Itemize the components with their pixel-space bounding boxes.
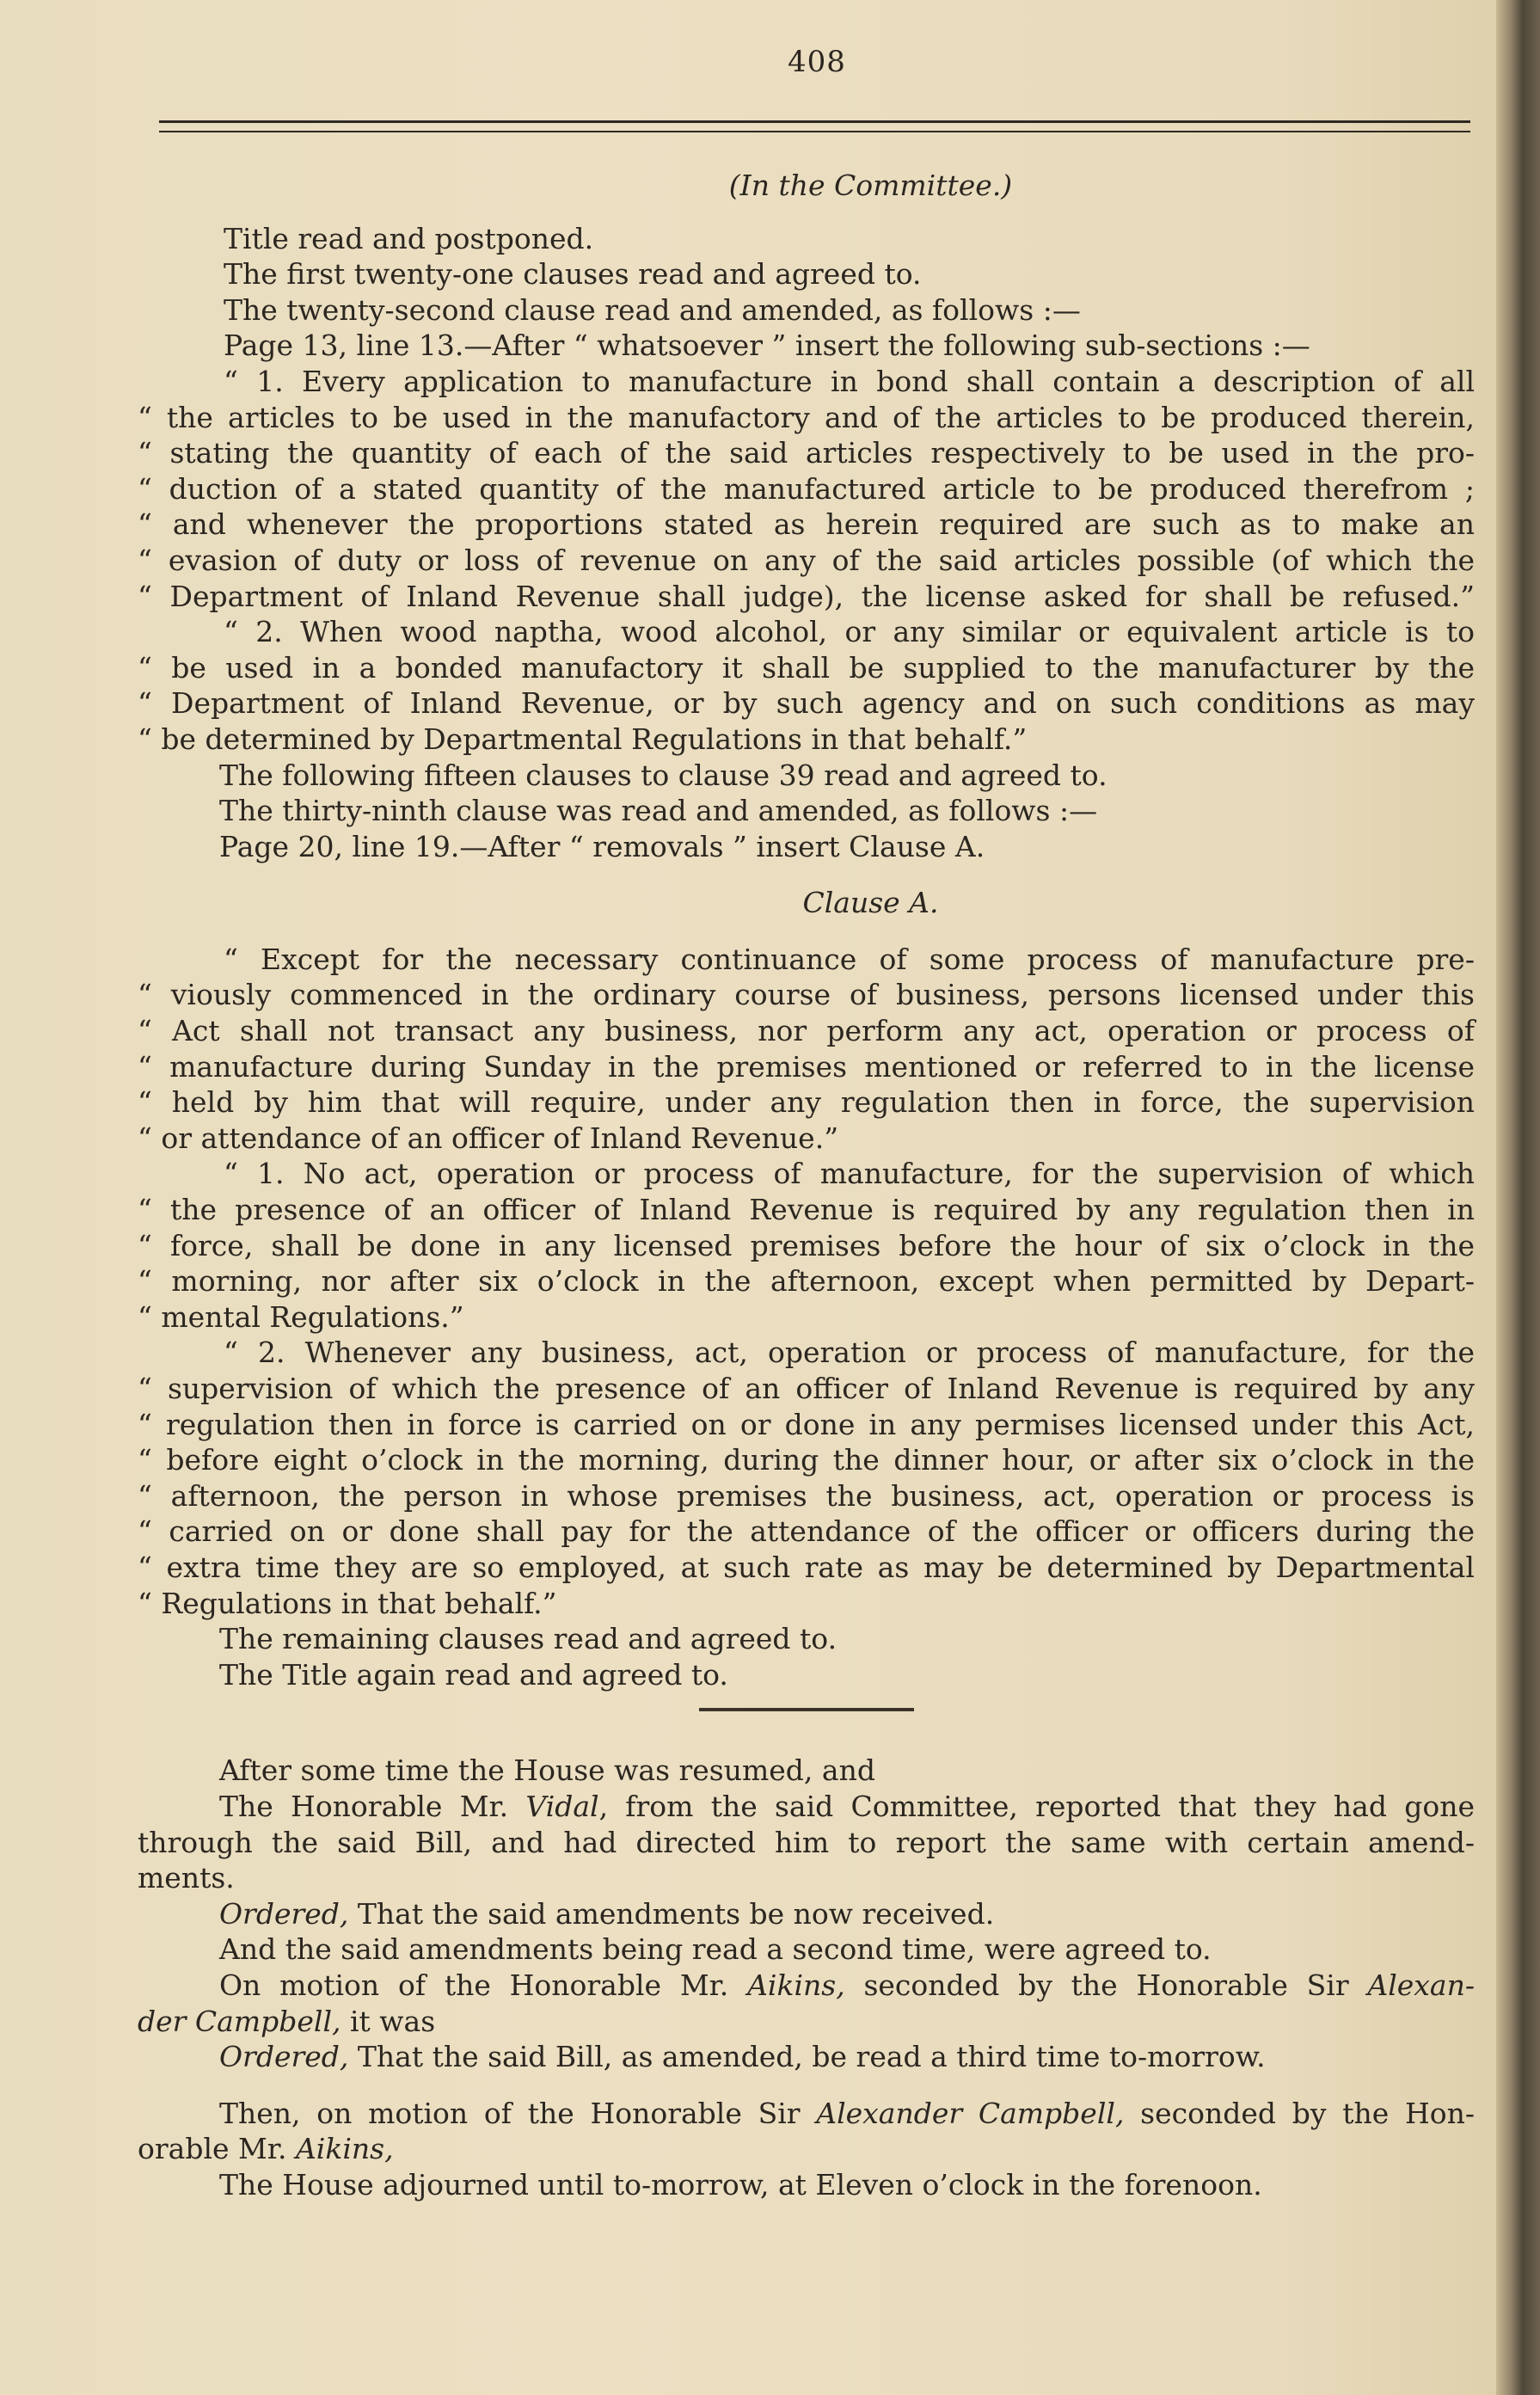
clause-line: “ supervision of which the presence of an officer of Inland Revenue is required by any [138, 1372, 1475, 1405]
body-line: The thirty-ninth clause was read and amended, as follows :— [219, 794, 1098, 828]
clause-line: “ extra time they are so employed, at such rate as may be determined by Departmental [138, 1550, 1475, 1584]
report-line: Ordered, That the said amendments be now received. [219, 1896, 995, 1931]
clause-line: “ Regulations in that behalf.” [138, 1586, 557, 1620]
body-line: “ Department of Inland Revenue, or by such agency and on such conditions as may [138, 686, 1475, 721]
clause-line: “ 2. Whenever any business, act, operation or process of manufacture, for the [224, 1336, 1475, 1370]
clause-line: “ or attendance of an officer of Inland Revenue.” [138, 1121, 839, 1155]
report-line: The Honorable Mr. Vidal, from the said Committee, reported that they had gone [219, 1789, 1476, 1823]
body-line: “ 2. When wood naptha, wood alcohol, or any similar or equivalent article is to [224, 615, 1475, 649]
clause-line: “ regulation then in force is carried on or done in any permises licensed under this Act, [138, 1407, 1475, 1441]
section-divider [699, 1708, 914, 1711]
clause-line: “ before eight o’clock in the morning, during the dinner hour, or after six o’clock in the [138, 1443, 1475, 1477]
body-line: “ be used in a bonded manufactory it shall be supplied to the manufacturer by the [138, 650, 1475, 685]
clause-line: “ viously commenced in the ordinary course of business, persons licensed under this [138, 978, 1475, 1012]
body-line: Page 20, line 19.—After “ removals ” insert Clause A. [219, 829, 985, 863]
report-line: der Campbell, it was [138, 2004, 436, 2038]
body-line: “ stating the quantity of each of the said articles respectively to be used in the pro- [138, 436, 1475, 470]
header-rule-thin [159, 131, 1470, 132]
clause-line: “ 1. No act, operation or process of manufacture, for the supervision of which [224, 1157, 1475, 1191]
clause-heading: Clause A. [802, 886, 939, 920]
report-line: On motion of the Honorable Mr. Aikins, seconded by the Honorable Sir Alexan- [219, 1968, 1475, 2002]
page-number: 408 [788, 45, 846, 79]
clause-line: “ mental Regulations.” [138, 1299, 464, 1334]
body-line: “ be determined by Departmental Regulations in that behalf.” [138, 722, 1028, 756]
report-line: ments. [138, 1861, 235, 1895]
body-line: “ the articles to be used in the manufactory and of the articles to be produced therein, [138, 400, 1475, 434]
clause-line: “ Except for the necessary continuance of some process of manufacture pre- [224, 942, 1475, 976]
book-spine [1496, 0, 1540, 2395]
clause-line: “ the presence of an officer of Inland Revenue is required by any regulation then in [138, 1193, 1475, 1227]
clause-line: The Title again read and agreed to. [219, 1657, 728, 1692]
body-line: The first twenty-one clauses read and agreed to. [224, 257, 922, 292]
adjourn-line: orable Mr. Aikins, [138, 2132, 394, 2166]
body-line: “ evasion of duty or loss of revenue on any of the said articles possible (of which the [138, 543, 1475, 577]
body-line: “ duction of a stated quantity of the manufactured article to be produced therefrom ; [138, 471, 1475, 506]
body-line: Page 13, line 13.—After “ whatsoever ” insert the following sub-sections :— [224, 329, 1310, 363]
body-line: The twenty-second clause read and amended, as follows :— [224, 292, 1081, 327]
header-rule [159, 120, 1470, 123]
body-line: “ 1. Every application to manufacture in bond shall contain a description of all [224, 364, 1475, 398]
report-line: And the said amendments being read a second time, were agreed to. [219, 1932, 1212, 1967]
page-body [138, 168, 1475, 2202]
body-line: The following fifteen clauses to clause 39 read and agreed to. [219, 758, 1107, 792]
adjourn-line: The House adjourned until to-morrow, at Eleven o’clock in the forenoon. [219, 2167, 1262, 2202]
clause-line: “ held by him that will require, under any regulation then in force, the supervision [138, 1085, 1475, 1120]
clause-line: “ carried on or done shall pay for the attendance of the officer or officers during the [138, 1514, 1475, 1549]
body-line: “ Department of Inland Revenue shall judge), the license asked for shall be refused.” [138, 579, 1475, 613]
clause-line: “ Act shall not transact any business, nor perform any act, operation or process of [138, 1014, 1475, 1048]
report-line: through the said Bill, and had directed him to report the same with certain amend- [138, 1825, 1475, 1859]
clause-line: “ force, shall be done in any licensed premises before the hour of six o’clock in the [138, 1228, 1475, 1262]
body-line: “ and whenever the proportions stated as herein required are such as to make an [138, 507, 1475, 542]
clause-line: The remaining clauses read and agreed to. [219, 1622, 837, 1656]
clause-line: “ afternoon, the person in whose premises the business, act, operation or process is [138, 1478, 1475, 1513]
section-heading: (In the Committee.) [728, 169, 1013, 202]
adjourn-line: Then, on motion of the Honorable Sir Alexander Campbell, seconded by the Hon- [219, 2096, 1476, 2130]
clause-line: “ manufacture during Sunday in the premises mentioned or referred to in the license [138, 1049, 1475, 1084]
report-line: After some time the House was resumed, and [219, 1753, 875, 1788]
clause-line: “ morning, nor after six o’clock in the afternoon, except when permitted by Depart- [138, 1264, 1475, 1299]
report-line: Ordered, That the said Bill, as amended, be read a third time to-morrow. [219, 2040, 1266, 2074]
body-line: Title read and postponed. [224, 221, 594, 255]
